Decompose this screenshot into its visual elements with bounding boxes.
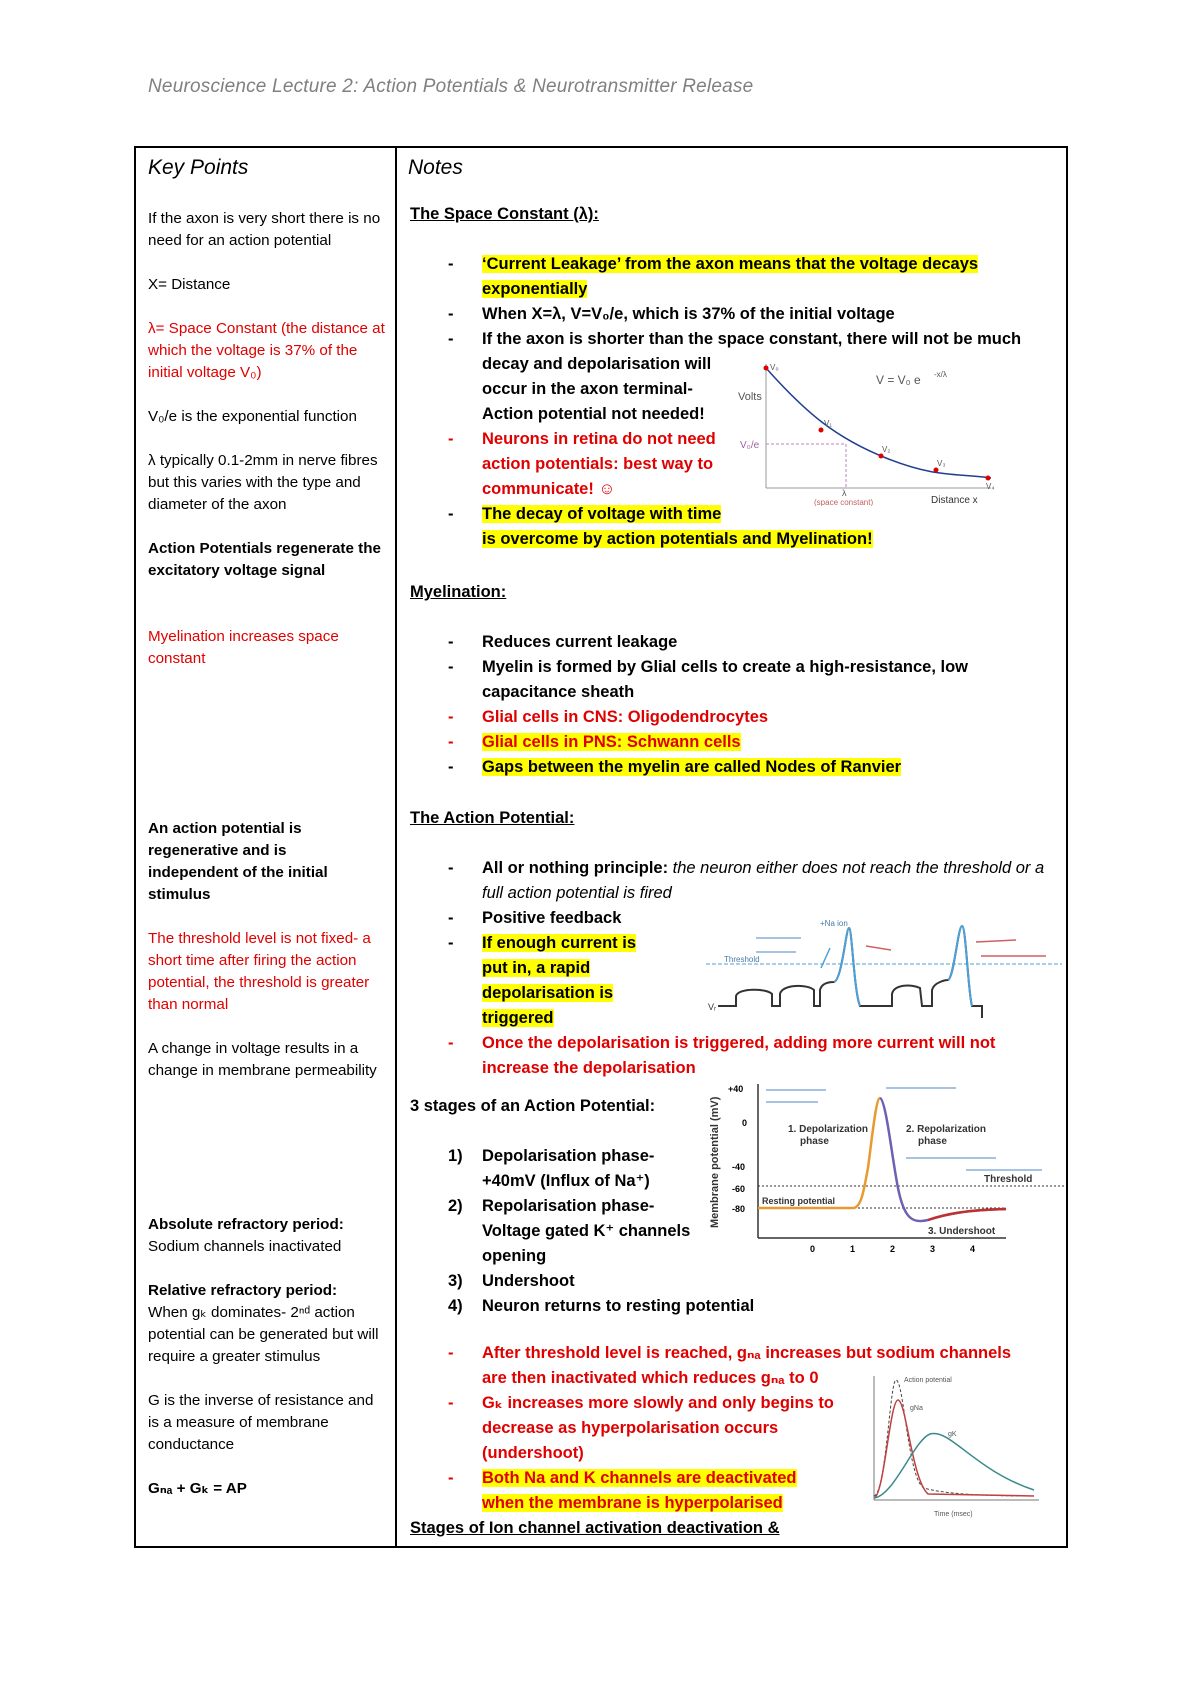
y-axis-label: Membrane potential (mV) (709, 1096, 721, 1228)
page-header: Neuroscience Lecture 2: Action Potentials & Neurotransmitter Release (148, 76, 754, 97)
key-point: A change in voltage results in a change in membrane permeability (148, 1040, 377, 1079)
y-tick: 0 (742, 1118, 748, 1128)
notes-heading: Notes (408, 156, 463, 179)
vr-label: Vᵣ (708, 1002, 717, 1012)
bullet-text: decrease as hyperpolarisation occurs (482, 1419, 779, 1437)
y-tick: -40 (732, 1162, 746, 1172)
bullet-text: is overcome by action potentials and Myelination! (482, 530, 873, 548)
y-tick: -60 (732, 1184, 746, 1194)
key-point: Action Potentials regenerate the excitatory voltage signal (148, 540, 381, 579)
key-point: An action potential is regenerative and is independent of the initial stimulus (148, 820, 328, 903)
space-constant-section: The Space Constant (λ): - ‘Current Leakage’ from the axon means that the voltage decays exponentially - When X=λ, V=V₀/e, which is 37% of the initial voltage - If the axon is shorter than the space constant, there will not be much decay and depolarisation will occur in the axon terminal- Action potential not needed! - Neurons in retina do not need action potentials: best way to communicate! ☺ - The decay of voltage with time is overcome by action potentials and Myelination! (410, 202, 1060, 552)
key-point: The threshold level is not fixed- a short time after firing the action potential, the threshold is greater than normal (148, 930, 371, 1013)
key-point: Gₙₐ + Gₖ = AP (148, 1480, 247, 1497)
bullet-text: depolarisation is (482, 984, 614, 1002)
ap-stages-figure (706, 1078, 1064, 1264)
x-tick: 4 (970, 1244, 976, 1254)
key-point-body: Sodium channels inactivated (148, 1238, 342, 1255)
bullet-text: Positive feedback (482, 909, 622, 927)
action-potential-train-figure (696, 908, 1062, 1018)
gna-label: gNa (910, 1405, 923, 1412)
gk-label: gK (948, 1431, 957, 1438)
bullet-text: The decay of voltage with time (482, 505, 722, 523)
notes-table (134, 146, 1068, 1548)
x-tick: 2 (890, 1244, 896, 1254)
y-tick: +40 (728, 1084, 744, 1094)
key-points-heading: Key Points (148, 156, 249, 179)
bullet-text: ‘Current Leakage’ from the axon means that the voltage decays exponentially (482, 255, 979, 298)
x-tick: 3 (930, 1244, 936, 1254)
conductance-figure (864, 1370, 1044, 1518)
bullet-text: Gaps between the myelin are called Nodes of Ranvier (482, 758, 902, 776)
repolarization-label: 2. Repolarization (906, 1124, 987, 1135)
bullet-italic: the neuron either does not reach the threshold or a full action potential is fired (482, 859, 1045, 902)
v4-label: V₄ (986, 482, 995, 491)
threshold-label: Threshold (724, 955, 760, 964)
myelination-section: Myelination: - Reduces current leakage - Myelin is formed by Glial cells to create a high-resistance, low capacitance sheath - Glial cells in CNS: Oligodendrocytes - Glial cells in PNS: Schwann cells - Gaps between the myelin are called Nodes of Ranvier (410, 580, 1060, 780)
bullet-text: Once the depolarisation is triggered, adding more current will not increase the depolarisation (482, 1034, 996, 1077)
decay-exponent: -x/λ (934, 370, 947, 379)
bullet-text: Action potential not needed! (482, 405, 705, 423)
section-heading: The Action Potential: (410, 809, 575, 827)
undershoot-label: 3. Undershoot (928, 1226, 996, 1237)
key-point: G is the inverse of resistance and is a measure of membrane conductance (148, 1392, 374, 1453)
section-heading: The Space Constant (λ): (410, 205, 599, 223)
resting-label: Resting potential (762, 1196, 836, 1206)
bullet-text: occur in the axon terminal- (482, 380, 693, 398)
key-point-body: When gₖ dominates- 2ⁿᵈ action potential can be generated but will require a greater stimulus (148, 1304, 379, 1365)
stage-text: Voltage gated K⁺ channels (482, 1222, 691, 1240)
key-point: Myelination increases space constant (148, 628, 339, 667)
bullet-text: If the axon is shorter than the space constant, there will not be much (482, 330, 1022, 348)
voltage-decay-figure (736, 358, 998, 506)
v0e-label: V₀/e (740, 440, 760, 451)
volts-label: Volts (738, 391, 762, 403)
stage-text: Depolarisation phase- (482, 1147, 655, 1165)
bullet-text: put in, a rapid (482, 959, 591, 977)
v2-label: V₂ (882, 445, 891, 454)
bullet-text: communicate! ☺ (482, 480, 616, 498)
key-point: V₀/e is the exponential function (148, 408, 357, 425)
na-label: +Na ion (820, 919, 848, 928)
bullet-text: (undershoot) (482, 1444, 584, 1462)
bullet-text: Reduces current leakage (482, 633, 678, 651)
bullet-text: decay and depolarisation will (482, 355, 712, 373)
stage-text: Undershoot (482, 1272, 575, 1290)
bullet-text: Neurons in retina do not need (482, 430, 716, 448)
repolarization-phase-label: phase (918, 1136, 947, 1147)
bullet-text: Glial cells in PNS: Schwann cells (482, 733, 741, 751)
key-point: λ typically 0.1-2mm in nerve fibres but this varies with the type and diameter of the axon (148, 452, 378, 513)
bullet-text: Glial cells in CNS: Oligodendrocytes (482, 708, 769, 726)
bullet-text: triggered (482, 1009, 554, 1027)
column-divider (395, 148, 397, 1546)
key-point-title: Relative refractory period: (148, 1282, 338, 1299)
bullet-text: If enough current is (482, 934, 637, 952)
bullet-text: After threshold level is reached, gₙₐ increases but sodium channels (482, 1344, 1012, 1362)
lambda-label: λ (842, 488, 847, 498)
bullet-text: action potentials: best way to (482, 455, 714, 473)
stages-section: 3 stages of an Action Potential: 1) Depolarisation phase- +40mV (Influx of Na⁺) 2) Repolarisation phase- Voltage gated K⁺ channels opening 3) Undershoot 4) Neuron returns to resting potential - After threshold level is reached, gₙₐ increases but sodium channels are then inactivated which reduces gₙₐ to 0 - Gₖ increases more slowly and only begins to decrease as hyperpolarisation occurs (undershoot) - Both Na and K channels are deactivated when the membrane is hyperpolarised Stages of Ion channel activation deactivation & (410, 1094, 1060, 1541)
stage-text: +40mV (Influx of Na⁺) (482, 1172, 650, 1190)
time-label: Time (msec) (934, 1511, 973, 1518)
action-potential-section: The Action Potential: - All or nothing principle: the neuron either does not reach the threshold or a full action potential is fired - Positive feedback - If enough current is put in, a rapid depolarisation is triggered - Once the depolarisation is triggered, adding more current will not increase the depolarisation (410, 806, 1060, 1081)
depolarization-phase-label: phase (800, 1136, 829, 1147)
key-point: If the axon is very short there is no need for an action potential (148, 210, 381, 249)
bullet-text: When X=λ, V=V₀/e, which is 37% of the initial voltage (482, 305, 895, 323)
decay-formula: V = V₀ e (876, 373, 921, 387)
x-tick: 1 (850, 1244, 856, 1254)
x-tick: 0 (810, 1244, 816, 1254)
v3-label: V₃ (937, 459, 946, 468)
stage-text: opening (482, 1247, 547, 1265)
v0-label: V₀ (770, 363, 779, 372)
key-point: X= Distance (148, 276, 231, 293)
key-point: λ= Space Constant (the distance at which the voltage is 37% of the initial voltage V₀) (148, 320, 385, 381)
section-heading: Myelination: (410, 583, 507, 601)
space-constant-label: (space constant) (814, 498, 874, 506)
bullet-text: Both Na and K channels are deactivated (482, 1469, 797, 1487)
bullet-text: are then inactivated which reduces gₙₐ to 0 (482, 1369, 819, 1387)
bullet-text: Gₖ increases more slowly and only begins to (482, 1394, 834, 1412)
section-heading: 3 stages of an Action Potential: (410, 1097, 656, 1115)
bullet-text: when the membrane is hyperpolarised (482, 1494, 783, 1512)
distance-label: Distance x (931, 495, 978, 506)
key-point-absolute-refractory (148, 1214, 388, 1258)
bullet-bold: All or nothing principle: (482, 859, 669, 877)
stage-text: Repolarisation phase- (482, 1197, 655, 1215)
threshold-label: Threshold (984, 1174, 1033, 1185)
section-heading: Stages of Ion channel activation deactivation & (410, 1519, 780, 1537)
key-point-relative-refractory (148, 1280, 388, 1368)
depolarization-label: 1. Depolarization (788, 1124, 869, 1135)
y-tick: -80 (732, 1204, 746, 1214)
stage-text: Neuron returns to resting potential (482, 1297, 755, 1315)
v1-label: V₁ (824, 419, 833, 428)
key-point-title: Absolute refractory period: (148, 1216, 344, 1233)
bullet-text: Myelin is formed by Glial cells to create a high-resistance, low capacitance sheath (482, 658, 968, 701)
ap-label: Action potential (904, 1377, 952, 1384)
